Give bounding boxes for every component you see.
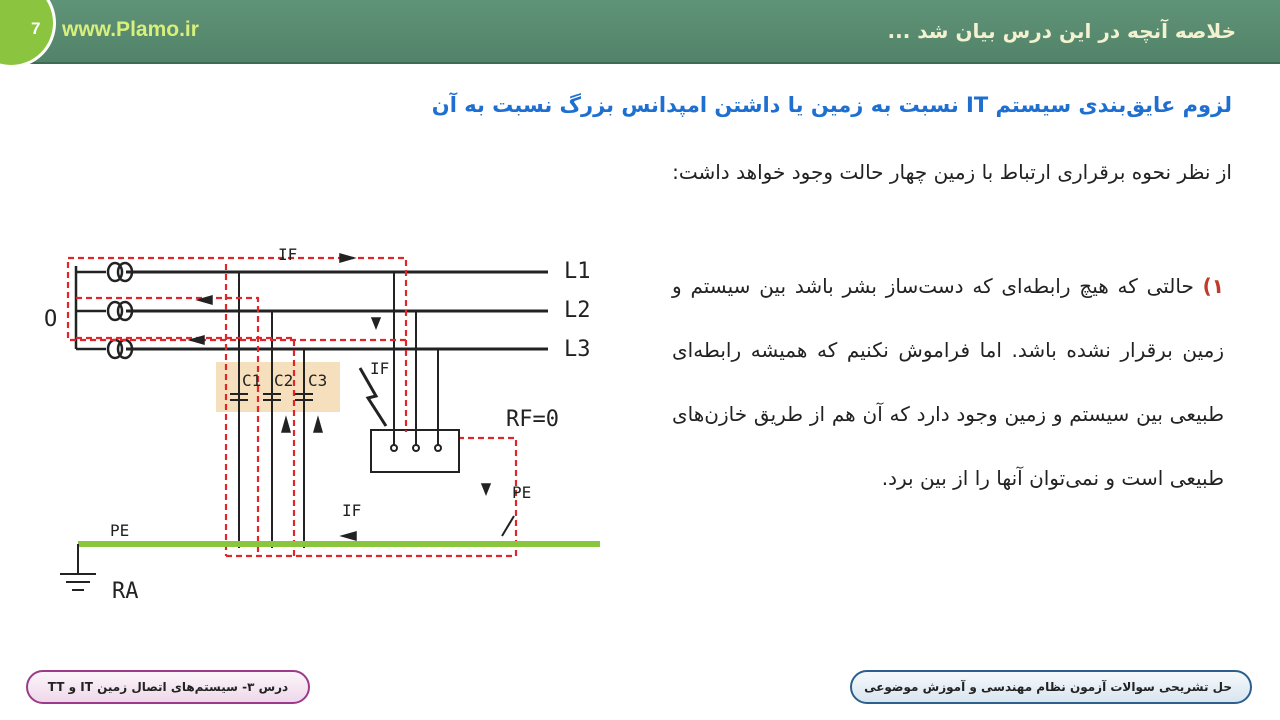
label-c1: C1 — [242, 371, 262, 390]
ground-symbol — [60, 574, 96, 590]
label-if-bottom: IF — [342, 501, 362, 520]
it-system-diagram — [36, 236, 616, 616]
page-number: 7 — [31, 19, 41, 38]
label-l1: L1 — [564, 259, 591, 284]
topic-heading: لزوم عایق‌بندی سیستم IT نسبت به زمین یا داشتن امپدانس بزرگ نسبت به آن — [431, 93, 1232, 117]
label-pe-right: PE — [512, 483, 532, 502]
label-c2: C2 — [274, 371, 294, 390]
lesson-badge: درس ۳- سیستم‌های اتصال زمین IT و TT — [26, 670, 310, 704]
case-text: حالتی که هیچ رابطه‌ای که دست‌ساز بشر باشد بین سیستم و زمین برقرار نشده باشد. اما فراموش نکنیم که همیشه رابطه‌ای طبیعی بین سیستم و زمین وجود دارد که آن هم از طریق خازن‌های طبیعی است و نمی‌توان آنها را از بین برد. — [672, 274, 1224, 490]
page-number-badge — [0, 0, 56, 68]
site-link[interactable]: www.Plamo.ir — [62, 18, 199, 41]
label-if-top: IF — [278, 245, 298, 264]
header-title: خلاصه آنچه در این درس بیان شد ... — [887, 19, 1236, 43]
label-l2: L2 — [564, 298, 591, 323]
case-one-paragraph — [672, 254, 1224, 510]
label-if-mid: IF — [370, 359, 390, 378]
header-bar — [0, 0, 1280, 64]
earth-bar — [78, 541, 600, 547]
course-badge: حل تشریحی سوالات آزمون نظام مهندسی و آموزش موضوعی — [850, 670, 1252, 704]
label-neutral: O — [44, 307, 58, 332]
transformer-windings — [76, 263, 132, 358]
label-pe-left: PE — [110, 521, 130, 540]
intro-text: از نظر نحوه برقراری ارتباط با زمین چهار حالت وجود خواهد داشت: — [672, 160, 1232, 184]
label-c3: C3 — [308, 371, 328, 390]
label-l3: L3 — [564, 337, 591, 362]
label-ra: RA — [112, 579, 139, 604]
case-number: ۱) — [1202, 274, 1225, 298]
label-rf: RF=0 — [506, 407, 559, 432]
